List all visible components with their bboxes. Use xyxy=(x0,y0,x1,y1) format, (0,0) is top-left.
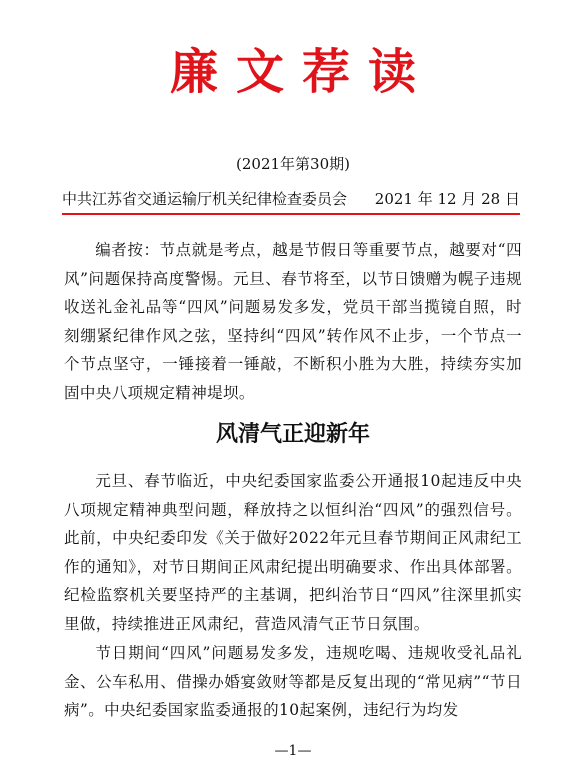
red-divider xyxy=(62,213,520,215)
article-paragraph-text: 节日期间“四风”问题易发多发，违规吃喝、违规收受礼品礼金、公车私用、借操办婚宴敛财等都是反复出现的“常见病”“节日病”。中央纪委国家监委通报的10起案例，违纪行为均发 xyxy=(64,644,522,719)
article-paragraph xyxy=(64,639,522,725)
article-paragraph-text: 元旦、春节临近，中央纪委国家监委公开通报10起违反中央八项规定精神典型问题，释放持之以恒纠治“四风”的强烈信号。此前，中央纪委印发《关于做好2022年元旦春节期间正风肃纪工作的通知》，对节日期间正风肃纪提出明确要求、作出具体部署。纪检监察机关要坚持严的主基调，把纠治节日“四风”往深里抓实里做，持续推进正风肃纪，营造风清气正节日氛围。 xyxy=(64,472,522,633)
page-number: —1— xyxy=(274,743,312,759)
editor-note xyxy=(64,236,522,407)
article-title: 风清气正迎新年 xyxy=(215,422,370,447)
organization-name: 中共江苏省交通运输厅机关纪律检查委员会 xyxy=(62,190,348,208)
issue-number: (2021年第30期) xyxy=(236,155,350,173)
header-line xyxy=(62,189,520,209)
editor-note-text: 编者按：节点就是考点，越是节假日等重要节点，越要对“四风”问题保持高度警惕。元旦、春节将至，以节日馈赠为幌子违规收送礼金礼品等“四风”问题易发多发，党员干部当揽镜自照，时刻绷紧纪律作风之弦，坚持纠“四风”转作风不止步，一个节点一个节点坚守，一锤接着一锤敲，不断积小胜为大胜，持续夯实加固中央八项规定精神堤坝。 xyxy=(64,241,522,402)
masthead-title: 廉文荐读 xyxy=(169,44,434,100)
publication-date: 2021 年 12 月 28 日 xyxy=(374,190,520,208)
article-paragraph xyxy=(64,467,522,638)
